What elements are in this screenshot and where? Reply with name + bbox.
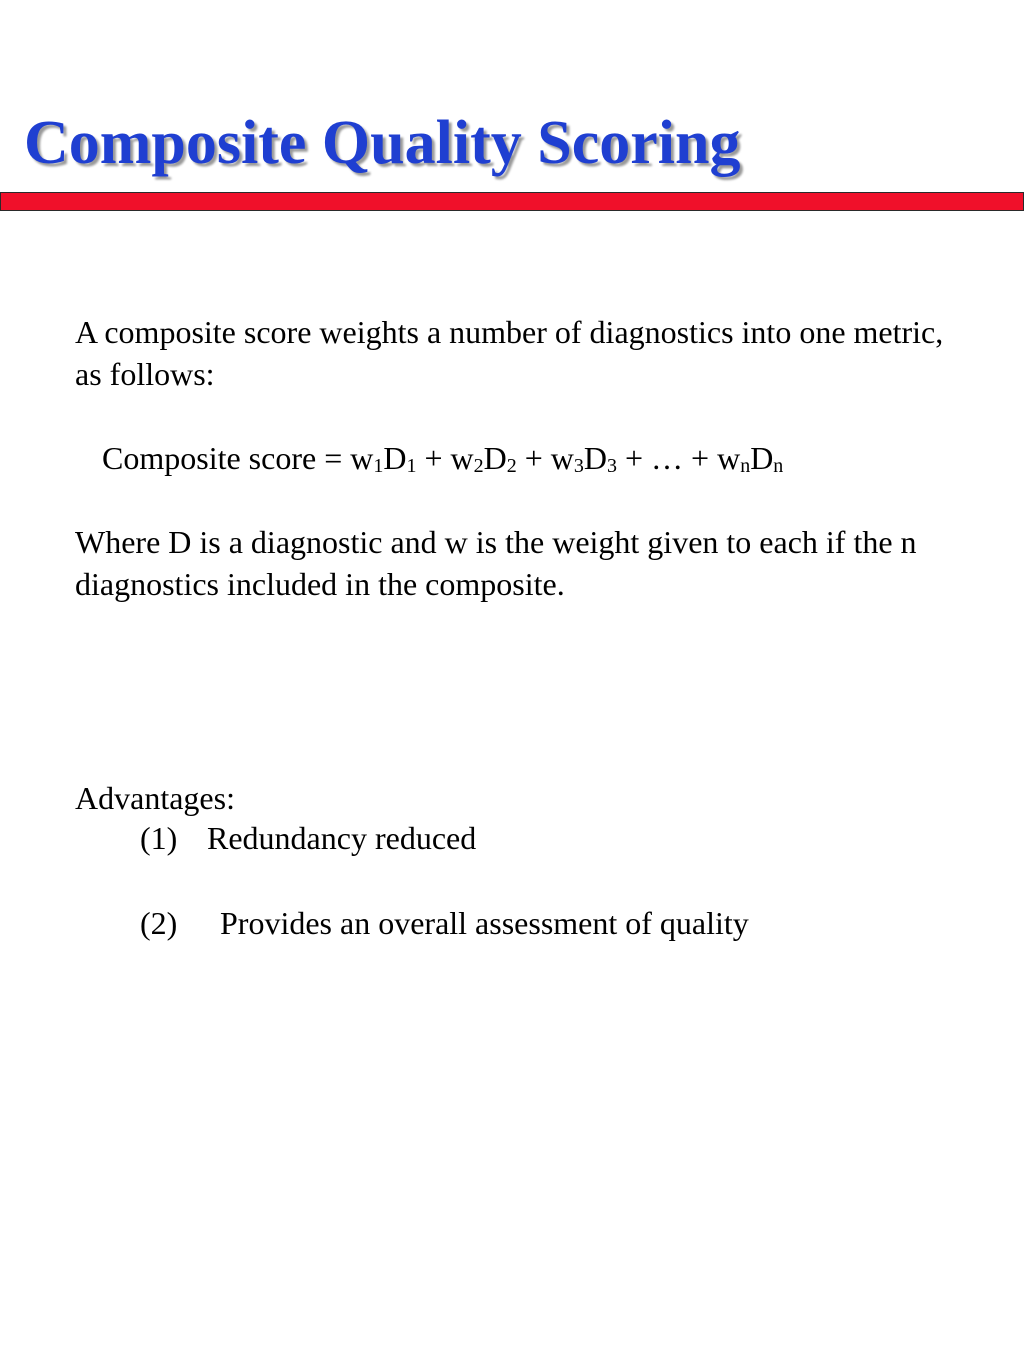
explanation-paragraph: Where D is a diagnostic and w is the weight given to each if the n diagnostics included in the composite. (75, 524, 917, 602)
advantage-item-1 (140, 817, 476, 859)
advantage-number: (1) (140, 820, 178, 856)
advantage-item-2 (140, 902, 749, 944)
formula-operator: + … + (616, 440, 718, 476)
advantages-heading: Advantages: (75, 780, 235, 816)
slide-title: Composite Quality Scoring (24, 109, 741, 177)
advantage-number: (2) (140, 905, 178, 941)
formula-term-3: $w_3D_3$ (550, 440, 617, 477)
formula-operator: + (416, 440, 451, 476)
advantage-text: Redundancy reduced (207, 820, 477, 856)
title-underline-bar (0, 192, 1024, 211)
formula-term-1: $w_1D_1$ (350, 440, 417, 477)
composite-score-formula (102, 437, 783, 479)
formula-operator: + (516, 440, 551, 476)
formula-term-n: $w_nD_n$ (717, 440, 784, 477)
intro-paragraph: A composite score weights a number of diagnostics into one metric, as follows: (75, 314, 944, 392)
formula-term-2: $w_2D_2$ (450, 440, 517, 477)
formula-lhs: Composite score = (102, 440, 351, 476)
advantage-text: Provides an overall assessment of quality (220, 905, 749, 941)
